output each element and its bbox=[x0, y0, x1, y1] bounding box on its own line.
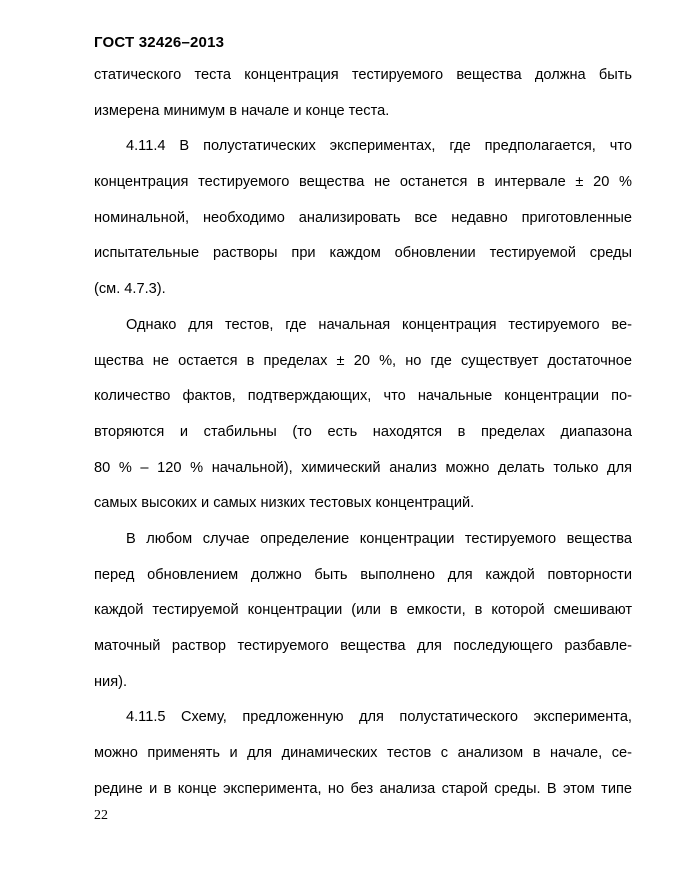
text-line: Однако для тестов, где начальная концентрация тестируемого ве- bbox=[126, 316, 632, 333]
text-line: редине и в конце эксперимента, но без анализа старой среды. В этом типе bbox=[94, 780, 632, 797]
page-number: 22 bbox=[94, 808, 108, 823]
text-line: ния). bbox=[94, 673, 128, 690]
text-line: 4.11.4 В полустатических экспериментах, где предполагается, что bbox=[126, 138, 632, 155]
text-line: маточный раствор тестируемого вещества для последующего разбавле- bbox=[94, 638, 632, 654]
text-line: щества не остается в пределах ± 20 %, но где существует достаточное bbox=[94, 352, 632, 369]
text-line: 80 % – 120 % начальной), химический анализ можно делать только для bbox=[94, 459, 632, 476]
text-line: (см. 4.7.3). bbox=[94, 281, 166, 298]
text-line: 4.11.5 Схему, предложенную для полустатического эксперимента, bbox=[126, 709, 632, 726]
text-line: самых высоких и самых низких тестовых концентраций. bbox=[94, 495, 475, 512]
text-line: вторяются и стабильны (то есть находятся в пределах диапазона bbox=[94, 423, 632, 440]
text-line: концентрация тестируемого вещества не останется в интервале ± 20 % bbox=[94, 174, 632, 191]
text-line: статического теста концентрация тестируемого вещества должна быть bbox=[94, 67, 632, 83]
text-line: измерена минимум в начале и конце теста. bbox=[94, 102, 390, 119]
text-line: перед обновлением должно быть выполнено для каждой повторности bbox=[94, 566, 632, 583]
document-code-header: ГОСТ 32426–2013 bbox=[94, 34, 225, 51]
body-text bbox=[94, 58, 632, 807]
text-line: номинальной, необходимо анализировать все недавно приготовленные bbox=[94, 209, 632, 226]
text-line: каждой тестируемой концентрации (или в емкости, в которой смешивают bbox=[94, 602, 632, 619]
text-line: можно применять и для динамических тестов с анализом в начале, се- bbox=[94, 745, 632, 762]
text-line: испытательные растворы при каждом обновлении тестируемой среды bbox=[94, 245, 632, 262]
text-line: В любом случае определение концентрации тестируемого вещества bbox=[126, 530, 632, 547]
text-line: количество фактов, подтверждающих, что начальные концентрации по- bbox=[94, 388, 632, 405]
